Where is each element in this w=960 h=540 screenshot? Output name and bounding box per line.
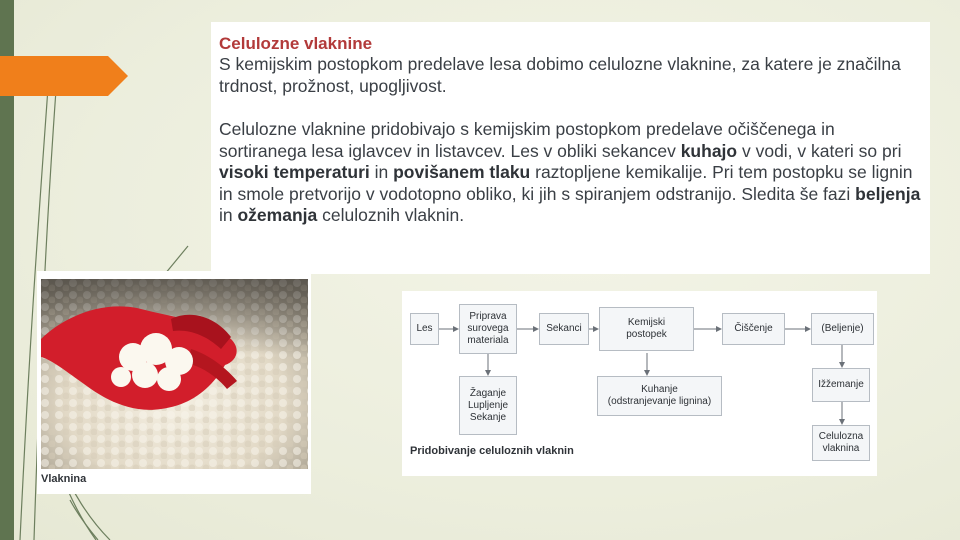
text-panel bbox=[211, 22, 930, 274]
body-emphasis: visoki temperaturi bbox=[219, 162, 370, 182]
body-text: raztopljene kemikalije. Pri tem postopku se lignin in smole pretvorijo v vodotopno obliko, ki jih s spiranjem odstranijo. Sledita še fazi bbox=[219, 162, 913, 204]
body-paragraph bbox=[219, 119, 922, 227]
node-celulozna: Celulozna vlaknina bbox=[812, 425, 870, 461]
body-text: in bbox=[369, 162, 394, 182]
body-emphasis: povišanem tlaku bbox=[393, 162, 531, 182]
body-text: celuloznih vlaknin. bbox=[317, 205, 465, 225]
body-emphasis: beljenja bbox=[855, 183, 921, 204]
node-beljenje: (Beljenje) bbox=[811, 313, 874, 345]
body-text: in bbox=[219, 205, 238, 225]
node-sekanci: Sekanci bbox=[539, 313, 589, 345]
slide-title: Celulozne vlaknine bbox=[219, 34, 373, 53]
body-emphasis: ožemanja bbox=[237, 205, 318, 225]
node-izzemanje: Ižžemanje bbox=[812, 368, 870, 402]
node-kuhanje: Kuhanje (odstranjevanje lignina) bbox=[597, 376, 722, 416]
process-diagram bbox=[402, 291, 877, 476]
node-priprava: Priprava surovega materiala bbox=[459, 304, 517, 354]
body-text: v vodi, v kateri so pri bbox=[737, 140, 902, 161]
node-les: Les bbox=[410, 313, 439, 345]
diagram-caption: Pridobivanje celuloznih vlaknin bbox=[410, 445, 574, 457]
node-kemijski: Kemijski postopek bbox=[599, 307, 694, 351]
body-text: Celulozne vlaknine pridobivajo s kemijskim postopkom predelave očiščenega in sortiranega lesa iglavcev in listavcev. Les v obliki sekancev bbox=[219, 119, 835, 161]
photo-caption: Vlaknina bbox=[41, 473, 87, 485]
node-ciscenje: Čiščenje bbox=[722, 313, 785, 345]
body-emphasis: kuhajo bbox=[680, 140, 738, 161]
photo-panel bbox=[37, 271, 311, 494]
cellulose-fiber-photo bbox=[41, 279, 308, 469]
orange-arrow-tab bbox=[0, 56, 128, 96]
node-zaganje: Žaganje Lupljenje Sekanje bbox=[459, 376, 517, 435]
intro-paragraph: S kemijskim postopkom predelave lesa dobimo celulozne vlaknine, za katere je značilna trdnost, prožnost, upogljivost. bbox=[219, 54, 901, 96]
